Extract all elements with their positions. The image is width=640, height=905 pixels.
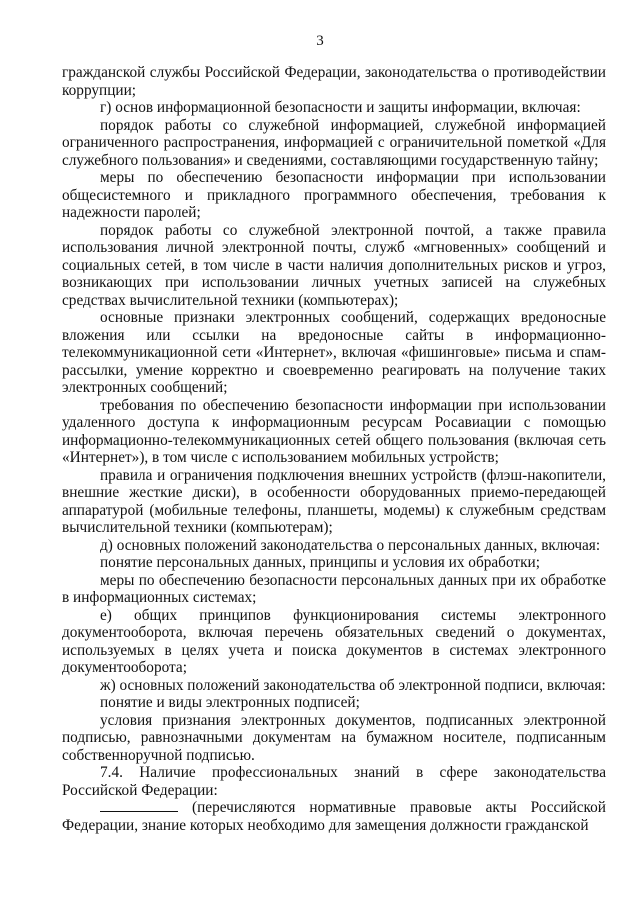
paragraph-11: меры по обеспечению безопасности персональных данных при их обработке в информационных системах;: [62, 571, 606, 606]
paragraph-4: меры по обеспечению безопасности информации при использовании общесистемного и прикладного программного обеспечения, требования к надежности паролей;: [62, 169, 606, 221]
document-body: [62, 64, 606, 834]
fill-in-blank-line: [100, 799, 178, 812]
paragraph-17: [62, 799, 606, 834]
paragraph-12: е) общих принципов функционирования системы электронного документооборота, включая перечень обязательных сведений о документах, используемых в целях учета и поиска документов в системах электронного документооборота;: [62, 606, 606, 676]
paragraph-3: порядок работы со служебной информацией, служебной информацией ограниченного распространения, информацией с ограничительной пометкой «Для служебного пользования» и сведениями, составляющими государственную тайну;: [62, 116, 606, 169]
paragraph-10: понятие персональных данных, принципы и условия их обработки;: [100, 554, 540, 571]
paragraph-15: условия признания электронных документов, подписанных электронной подписью, равнозначными документам на бумажном носителе, подписанным собственноручной подписью.: [62, 711, 606, 764]
paragraph-7: требования по обеспечению безопасности информации при использовании удаленного доступа к информационным ресурсам Росавиации с помощью информационно-телекоммуникационных сетей общего пользования (включая сеть «Интернет»), в том числе с использованием мобильных устройств;: [62, 396, 606, 466]
paragraph-6: основные признаки электронных сообщений, содержащих вредоносные вложения или ссылки на вредоносные сайты в информационно-телекоммуникационной сети «Интернет», включая «фишинговые» письма и спам-рассылки, умение корректно и своевременно реагировать на получение таких электронных сообщений;: [62, 309, 606, 396]
page-number: 3: [316, 33, 324, 49]
paragraph-16: 7.4. Наличие профессиональных знаний в сфере законодательства Российской Федерации:: [62, 764, 606, 799]
paragraph-9: д) основных положений законодательства о персональных данных, включая:: [100, 536, 601, 554]
paragraph-2: г) основ информационной безопасности и защиты информации, включая:: [100, 99, 581, 116]
paragraph-14: понятие и виды электронных подписей;: [100, 694, 360, 711]
paragraph-1: гражданской службы Российской Федерации, законодательства о противодействии коррупции;: [62, 64, 606, 99]
paragraph-5: порядок работы со служебной электронной почтой, а также правила использования личной электронной почты, служб «мгновенных» сообщений и социальных сетей, в том числе в части наличия дополнительных рисков и угроз, возникающих при использовании личных учетных записей на служебных средствах вычислительной техники (компьютерах);: [62, 221, 606, 309]
paragraph-17-text: (перечисляются нормативные правовые акты Российской Федерации, знание которых необходимо для замещения должности гражданской: [62, 799, 606, 834]
paragraph-13: ж) основных положений законодательства об электронной подписи, включая:: [100, 676, 606, 694]
paragraph-8: правила и ограничения подключения внешних устройств (флэш-накопители, внешние жесткие диски), в особенности оборудованных приемо-передающей аппаратурой (мобильные телефоны, планшеты, модемы) к служебным средствам вычислительной техники (компьютерам);: [62, 466, 606, 536]
